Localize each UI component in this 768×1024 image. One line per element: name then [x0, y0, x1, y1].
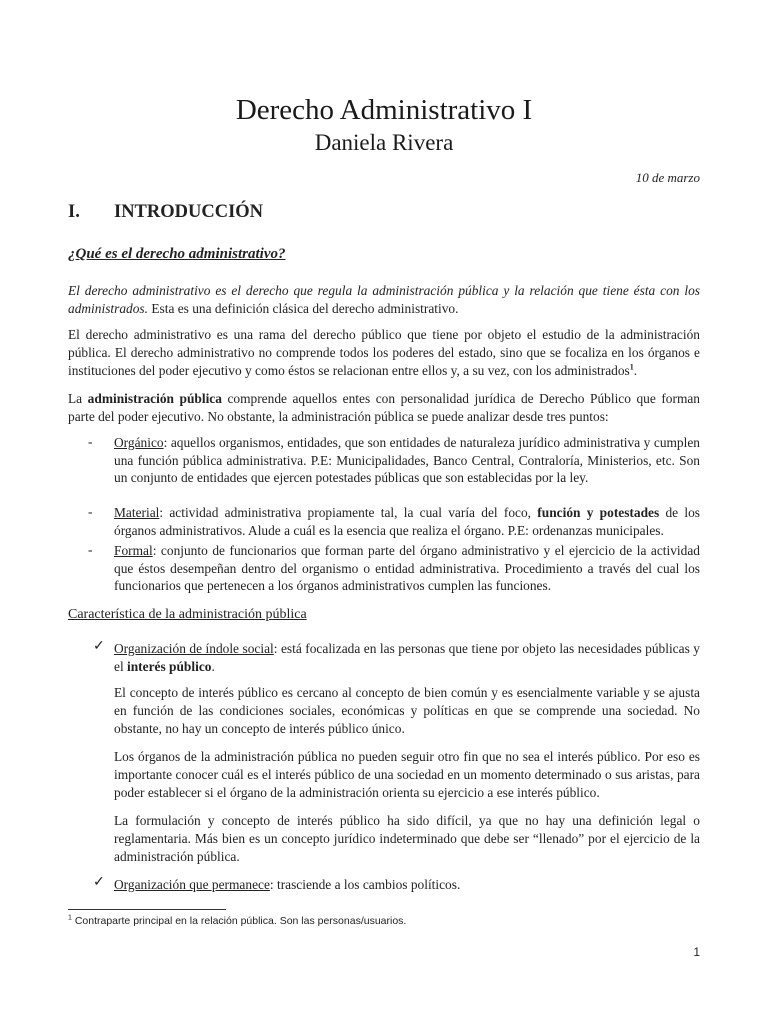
bullet-text: de los órganos administrativos. Alude a cuál es la esencia que realiza el órgano. P.E: ordenanzas municipales. [114, 505, 700, 538]
footnote-text: Contraparte principal en la relación pública. Son las personas/usuarios. [71, 915, 407, 927]
section-heading [68, 202, 263, 223]
section-title: INTRODUCCIÓN [114, 202, 264, 222]
bullet-material [114, 504, 700, 539]
characteristic-text: . [211, 658, 215, 674]
bullet-marker: - [88, 434, 93, 449]
characteristic-permanece [114, 876, 700, 894]
bullet-marker: - [88, 504, 93, 519]
bullet-term: Orgánico [114, 435, 164, 450]
admin-pre: La [68, 391, 88, 406]
definition-italic: El derecho administrativo es el derecho que regula la administración pública y la relación que tiene ésta con los administrados. [68, 283, 700, 316]
checkmark-icon: ✓ [93, 639, 105, 654]
checkmark-icon: ✓ [93, 875, 105, 890]
admin-publica-paragraph [68, 390, 700, 426]
characteristic-social [114, 640, 700, 675]
scope-paragraph [68, 326, 700, 380]
section-number: I. [68, 202, 80, 222]
characteristic-term: Organización de índole social [114, 641, 274, 656]
bullet-text: : actividad administrativa propiamente tal, la cual varía del foco, [159, 505, 538, 520]
bullet-text: : conjunto de funcionarios que forman parte del órgano administrativo y el ejercicio de la actividad que éstos desempeñan dentro del organismo o entidad administrativa. Procedimiento a través del cual los funcionarios que pertenecen a los órganos administrativos cumplen las funciones. [114, 543, 700, 593]
bullet-bold: función y potestades [537, 505, 660, 520]
interes-publico-paragraph-2: Los órganos de la administración pública no pueden seguir otro fin que no sea el interés público. Por eso es importante conocer cuál es el interés público de una sociedad en un momento determinado o sus aristas, para poder establecer si el órgano de la administración orienta su ejercicio a ese interés público. [114, 749, 700, 800]
characteristics-heading: Característica de la administración pública [68, 607, 307, 622]
admin-bold: administración pública [87, 391, 222, 406]
interes-publico-paragraph-1: El concepto de interés público es cercano al concepto de bien común y es esencialmente variable y se ajusta en función de las condiciones sociales, económicas y políticas en que se comprende una sociedad. No obstante, no hay un concepto de interés público único. [114, 685, 700, 736]
bullet-organico [114, 434, 700, 487]
bullet-formal [114, 542, 700, 595]
document-date: 10 de marzo [635, 170, 700, 185]
interes-publico-paragraph-3: La formulación y concepto de interés público ha sido difícil, ya que no hay una definición legal o reglamentaria. Más bien es un concepto jurídico indeterminado que debe ser “llenado” por el ejercicio de la administración pública. [114, 813, 700, 864]
document-author: Daniela Rivera [314, 130, 454, 155]
scope-text: El derecho administrativo es una rama del derecho público que tiene por objeto el estudio de la administración pública. El derecho administrativo no comprende todos los poderes del estado, sino que se focaliza en los órganos e instituciones del poder ejecutivo y como éstos se relacionan entre ellos y, a su vez, con los administrados [68, 327, 700, 378]
page-number: 1 [693, 945, 700, 959]
bullet-marker: - [88, 542, 93, 557]
bullet-term: Formal [114, 543, 153, 558]
characteristic-bold: interés público [127, 658, 212, 674]
footnote-separator [68, 909, 226, 910]
characteristic-text: : está focalizada en las personas que tiene por objeto las necesidades públicas y el [114, 641, 700, 674]
document-title: Derecho Administrativo I [235, 94, 533, 126]
bullet-term: Material [114, 505, 160, 520]
definition-plain: Esta es una definición clásica del derecho administrativo. [147, 301, 459, 316]
definition-paragraph [68, 282, 700, 318]
characteristic-text: : trasciende a los cambios políticos. [269, 877, 461, 892]
footnote [68, 915, 406, 927]
footnote-number: 1 [68, 914, 72, 922]
bullet-text: : aquellos organismos, entidades, que son entidades de naturaleza jurídico administrativa y cumplen una función pública administrativa. P.E: Municipalidades, Banco Central, Contraloría, Ministerios, etc. Son un conjunto de entidades que ejercen potestades públicas que son establecidas por la ley. [114, 435, 700, 485]
question-heading: ¿Qué es el derecho administrativo? [68, 246, 286, 262]
characteristic-term: Organización que permanece [114, 877, 270, 892]
footnote-reference[interactable]: 1 [629, 362, 634, 372]
admin-post: comprende aquellos entes con personalidad jurídica de Derecho Público que forman parte del poder ejecutivo. No obstante, la administración pública se puede analizar desde tres puntos: [68, 391, 700, 424]
scope-end: . [633, 363, 638, 378]
